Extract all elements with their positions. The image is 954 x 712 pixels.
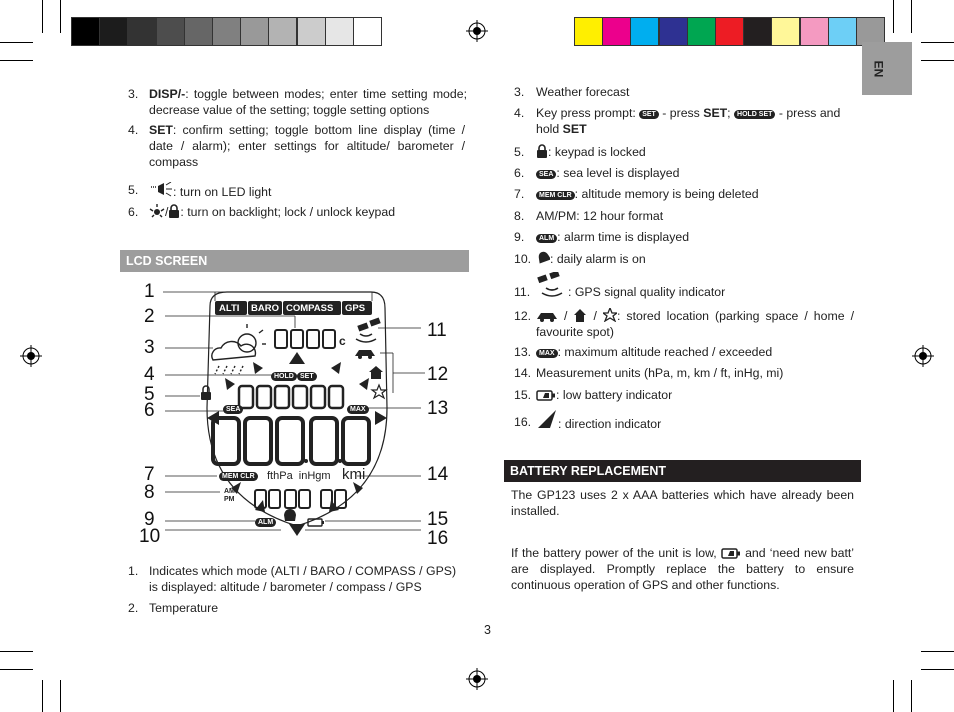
- callout-4: 4: [144, 364, 155, 385]
- mem-clr-badge: MEM CLR: [536, 191, 575, 200]
- callout-2: 2: [144, 306, 155, 327]
- lcd-mode-gps: GPS: [345, 303, 366, 314]
- color-swatch: [184, 17, 213, 46]
- alm-badge: ALM: [536, 234, 557, 243]
- color-swatch: [353, 17, 382, 46]
- lcd-units-kmi: kmi: [342, 466, 366, 483]
- lcd-mode-alti: ALTI: [219, 303, 240, 314]
- registration-mark-right: [912, 345, 934, 367]
- color-swatch: [715, 17, 744, 46]
- alarm-bell-icon: [536, 251, 550, 265]
- set-key-badge: SET: [639, 110, 659, 119]
- callout-3: 3: [144, 337, 155, 358]
- lcd-hold: HOLD: [271, 372, 297, 381]
- page-number: 3: [484, 623, 491, 637]
- low-battery-icon: [721, 548, 741, 559]
- lcd-sea: SEA: [223, 405, 243, 414]
- callout-16: 16: [427, 528, 449, 549]
- color-swatch: [99, 17, 128, 46]
- lock-icon: [168, 204, 180, 218]
- lcd-max: MAX: [347, 405, 369, 414]
- lcd-pm: PM: [224, 496, 235, 503]
- color-swatch: [602, 17, 631, 46]
- lcd-memclr: MEM CLR: [219, 472, 258, 481]
- battery-paragraph-2: If the battery power of the unit is low, and ‘need new batt’ are displayed. Promptly replace the battery to ensure continuous operation of GPS and other functions.: [511, 546, 855, 592]
- color-swatch: [771, 17, 800, 46]
- direction-arrow-icon: [536, 410, 558, 430]
- color-swatch: [659, 17, 688, 46]
- led-light-icon: [149, 182, 173, 198]
- color-swatch: [240, 17, 269, 46]
- star-icon: [603, 308, 617, 322]
- max-badge: MAX: [536, 349, 558, 358]
- callout-7: 7: [144, 464, 155, 485]
- callout-11: 11: [427, 320, 447, 341]
- color-swatch: [630, 17, 659, 46]
- color-swatch: [828, 17, 857, 46]
- hold-set-badge: HOLD SET: [734, 110, 775, 119]
- color-swatch: [127, 17, 156, 46]
- lcd-alm: ALM: [255, 518, 276, 527]
- lcd-mode-compass: COMPASS: [286, 303, 334, 314]
- callout-12: 12: [427, 364, 449, 385]
- color-swatch: [743, 17, 772, 46]
- low-battery-icon: [536, 390, 556, 401]
- gps-satellite-icon: [536, 272, 568, 298]
- color-swatch: [268, 17, 297, 46]
- color-swatch: [156, 17, 185, 46]
- lcd-diagram: [135, 278, 460, 560]
- battery-paragraph-1: The GP123 uses 2 x AAA batteries which have already been installed.: [511, 488, 854, 518]
- lcd-set: SET: [297, 372, 317, 381]
- callout-5: 5: [144, 384, 155, 405]
- backlight-icon: [149, 204, 165, 218]
- color-swatch: [800, 17, 829, 46]
- callout-1: 1: [144, 281, 155, 302]
- registration-mark-bottom: [466, 668, 488, 690]
- callout-9: 9: [144, 509, 155, 530]
- callout-13: 13: [427, 398, 449, 419]
- language-tab-label: EN: [871, 60, 886, 78]
- color-swatch: [71, 17, 100, 46]
- lcd-celsius: c: [339, 334, 346, 348]
- color-swatch: [297, 17, 326, 46]
- language-tab: [862, 42, 912, 95]
- callout-6: 6: [144, 400, 155, 421]
- lcd-mode-baro: BARO: [251, 303, 279, 314]
- car-icon: [536, 310, 558, 322]
- lock-icon: [536, 144, 548, 158]
- callout-15: 15: [427, 509, 449, 530]
- color-swatch: [325, 17, 354, 46]
- lcd-diagram-graphic: [135, 278, 460, 560]
- callout-10: 10: [139, 526, 161, 547]
- color-swatch: [687, 17, 716, 46]
- sea-badge: SEA: [536, 170, 556, 179]
- callout-14: 14: [427, 464, 449, 485]
- lcd-screen-header: LCD SCREEN: [120, 250, 469, 272]
- lcd-am: AM: [224, 488, 235, 495]
- home-icon: [573, 309, 587, 322]
- registration-mark-top: [466, 20, 488, 42]
- callout-8: 8: [144, 482, 155, 503]
- color-swatch: [574, 17, 603, 46]
- color-swatch: [212, 17, 241, 46]
- battery-replacement-header: BATTERY REPLACEMENT: [504, 460, 861, 482]
- registration-mark-left: [20, 345, 42, 367]
- lcd-units: fthPa inHgm: [267, 470, 331, 482]
